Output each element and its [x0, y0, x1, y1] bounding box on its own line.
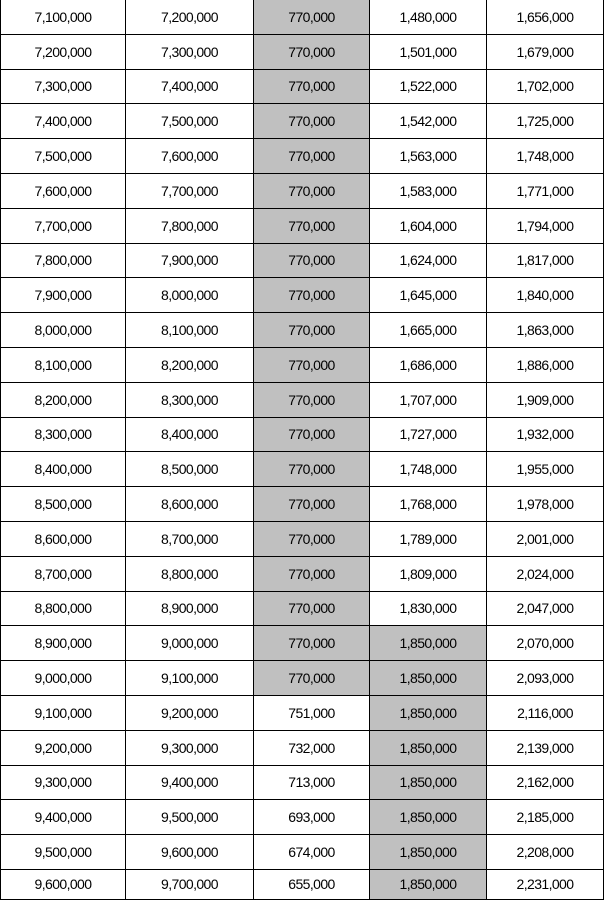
table-cell: 8,300,000: [126, 382, 254, 417]
table-cell: 770,000: [254, 243, 370, 278]
table-cell: 9,500,000: [1, 835, 126, 870]
table-cell: 770,000: [254, 139, 370, 174]
table-cell: 8,700,000: [1, 556, 126, 591]
table-cell: 770,000: [254, 0, 370, 34]
table-cell: 1,563,000: [370, 139, 487, 174]
table-cell: 7,500,000: [126, 104, 254, 139]
table-cell: 8,700,000: [126, 521, 254, 556]
table-cell: 7,800,000: [126, 208, 254, 243]
table-cell: 7,700,000: [126, 173, 254, 208]
table-cell: 1,501,000: [370, 34, 487, 69]
table-cell: 8,300,000: [1, 417, 126, 452]
table-row: [1, 347, 604, 382]
table-cell: 7,200,000: [1, 34, 126, 69]
table-cell: 8,200,000: [126, 347, 254, 382]
table-cell: 1,748,000: [370, 452, 487, 487]
table-row: [1, 139, 604, 174]
table-cell: 7,300,000: [1, 69, 126, 104]
table-row: [1, 695, 604, 730]
table-cell: 2,024,000: [487, 556, 604, 591]
table-cell: 1,817,000: [487, 243, 604, 278]
table-row: [1, 243, 604, 278]
table-cell: 1,768,000: [370, 487, 487, 522]
table-row: [1, 278, 604, 313]
table-cell: 770,000: [254, 417, 370, 452]
table-cell: 2,093,000: [487, 661, 604, 696]
table-cell: 1,850,000: [370, 661, 487, 696]
table-cell: 1,789,000: [370, 521, 487, 556]
table-cell: 9,600,000: [126, 835, 254, 870]
table-cell: 8,400,000: [1, 452, 126, 487]
table-row: [1, 835, 604, 870]
table-cell: 2,208,000: [487, 835, 604, 870]
table-cell: 770,000: [254, 34, 370, 69]
table-cell: 1,809,000: [370, 556, 487, 591]
table-cell: 8,500,000: [126, 452, 254, 487]
table-cell: 2,185,000: [487, 800, 604, 835]
table-cell: 1,850,000: [370, 835, 487, 870]
table-cell: 1,679,000: [487, 34, 604, 69]
table-cell: 1,850,000: [370, 800, 487, 835]
table-cell: 732,000: [254, 730, 370, 765]
table-cell: 8,000,000: [1, 313, 126, 348]
table-cell: 1,748,000: [487, 139, 604, 174]
table-cell: 9,100,000: [126, 661, 254, 696]
table-cell: 770,000: [254, 313, 370, 348]
table-cell: 770,000: [254, 104, 370, 139]
table-cell: 9,600,000: [1, 869, 126, 899]
table-cell: 8,900,000: [1, 626, 126, 661]
table-cell: 8,100,000: [1, 347, 126, 382]
table-body: [1, 0, 604, 899]
table-row: [1, 765, 604, 800]
table-cell: 9,500,000: [126, 800, 254, 835]
table-cell: 9,000,000: [126, 626, 254, 661]
table-cell: 1,656,000: [487, 0, 604, 34]
table-cell: 7,900,000: [1, 278, 126, 313]
table-cell: 693,000: [254, 800, 370, 835]
table-cell: 2,047,000: [487, 591, 604, 626]
table-cell: 1,583,000: [370, 173, 487, 208]
table-row: [1, 104, 604, 139]
table-cell: 1,480,000: [370, 0, 487, 34]
table-cell: 9,100,000: [1, 695, 126, 730]
table-cell: 7,600,000: [126, 139, 254, 174]
table-cell: 1,850,000: [370, 695, 487, 730]
table-cell: 9,200,000: [126, 695, 254, 730]
table-cell: 9,000,000: [1, 661, 126, 696]
table-cell: 8,100,000: [126, 313, 254, 348]
table-cell: 7,400,000: [126, 69, 254, 104]
table-cell: 8,200,000: [1, 382, 126, 417]
table-cell: 1,771,000: [487, 173, 604, 208]
table-cell: 770,000: [254, 487, 370, 522]
table-row: [1, 521, 604, 556]
table-cell: 1,707,000: [370, 382, 487, 417]
table-cell: 7,100,000: [1, 0, 126, 34]
table-cell: 7,300,000: [126, 34, 254, 69]
table-cell: 7,400,000: [1, 104, 126, 139]
table-cell: 770,000: [254, 626, 370, 661]
table-cell: 9,400,000: [1, 800, 126, 835]
table-cell: 770,000: [254, 661, 370, 696]
table-cell: 1,702,000: [487, 69, 604, 104]
table-row: [1, 730, 604, 765]
table-cell: 655,000: [254, 869, 370, 899]
table-cell: 2,001,000: [487, 521, 604, 556]
table-cell: 1,886,000: [487, 347, 604, 382]
table-row: [1, 869, 604, 899]
table-row: [1, 800, 604, 835]
table-row: [1, 382, 604, 417]
table-cell: 8,800,000: [126, 556, 254, 591]
table-cell: 7,500,000: [1, 139, 126, 174]
table-cell: 1,604,000: [370, 208, 487, 243]
table-cell: 8,600,000: [1, 521, 126, 556]
table-cell: 1,850,000: [370, 626, 487, 661]
table-cell: 770,000: [254, 556, 370, 591]
table-cell: 9,200,000: [1, 730, 126, 765]
table-cell: 7,700,000: [1, 208, 126, 243]
table-cell: 770,000: [254, 173, 370, 208]
table-cell: 713,000: [254, 765, 370, 800]
table-cell: 2,070,000: [487, 626, 604, 661]
table-cell: 7,200,000: [126, 0, 254, 34]
table-cell: 1,840,000: [487, 278, 604, 313]
table-cell: 9,700,000: [126, 869, 254, 899]
table-cell: 9,300,000: [1, 765, 126, 800]
table-cell: 1,624,000: [370, 243, 487, 278]
table-row: [1, 661, 604, 696]
table-row: [1, 34, 604, 69]
table-cell: 2,139,000: [487, 730, 604, 765]
table-cell: 770,000: [254, 591, 370, 626]
table-row: [1, 208, 604, 243]
table-cell: 1,932,000: [487, 417, 604, 452]
table-row: [1, 69, 604, 104]
table-cell: 1,863,000: [487, 313, 604, 348]
table-cell: 2,231,000: [487, 869, 604, 899]
table-cell: 1,665,000: [370, 313, 487, 348]
table-row: [1, 313, 604, 348]
table-cell: 770,000: [254, 208, 370, 243]
table-cell: 8,900,000: [126, 591, 254, 626]
table-cell: 8,500,000: [1, 487, 126, 522]
table-cell: 2,162,000: [487, 765, 604, 800]
table-cell: 1,542,000: [370, 104, 487, 139]
table-row: [1, 591, 604, 626]
table-cell: 1,727,000: [370, 417, 487, 452]
table-row: [1, 417, 604, 452]
table-cell: 1,645,000: [370, 278, 487, 313]
table-cell: 8,800,000: [1, 591, 126, 626]
table-cell: 770,000: [254, 452, 370, 487]
table-cell: 8,400,000: [126, 417, 254, 452]
table-row: [1, 452, 604, 487]
table-cell: 770,000: [254, 382, 370, 417]
table-cell: 9,400,000: [126, 765, 254, 800]
table-cell: 7,600,000: [1, 173, 126, 208]
table-row: [1, 487, 604, 522]
table-cell: 770,000: [254, 69, 370, 104]
table-cell: 1,725,000: [487, 104, 604, 139]
table-cell: 674,000: [254, 835, 370, 870]
table-cell: 770,000: [254, 278, 370, 313]
table-cell: 1,978,000: [487, 487, 604, 522]
table-row: [1, 173, 604, 208]
table-cell: 7,800,000: [1, 243, 126, 278]
table-cell: 7,900,000: [126, 243, 254, 278]
table-cell: 8,000,000: [126, 278, 254, 313]
table-cell: 2,116,000: [487, 695, 604, 730]
table-cell: 1,850,000: [370, 869, 487, 899]
table-cell: 751,000: [254, 695, 370, 730]
table-row: [1, 556, 604, 591]
table-cell: 1,909,000: [487, 382, 604, 417]
table-cell: 1,522,000: [370, 69, 487, 104]
table-cell: 1,850,000: [370, 765, 487, 800]
table-cell: 1,850,000: [370, 730, 487, 765]
table-cell: 1,686,000: [370, 347, 487, 382]
table-cell: 1,830,000: [370, 591, 487, 626]
table-cell: 770,000: [254, 521, 370, 556]
table-row: [1, 0, 604, 34]
table-row: [1, 626, 604, 661]
table-cell: 1,794,000: [487, 208, 604, 243]
table-cell: 8,600,000: [126, 487, 254, 522]
table-cell: 1,955,000: [487, 452, 604, 487]
table-cell: 9,300,000: [126, 730, 254, 765]
table-cell: 770,000: [254, 347, 370, 382]
